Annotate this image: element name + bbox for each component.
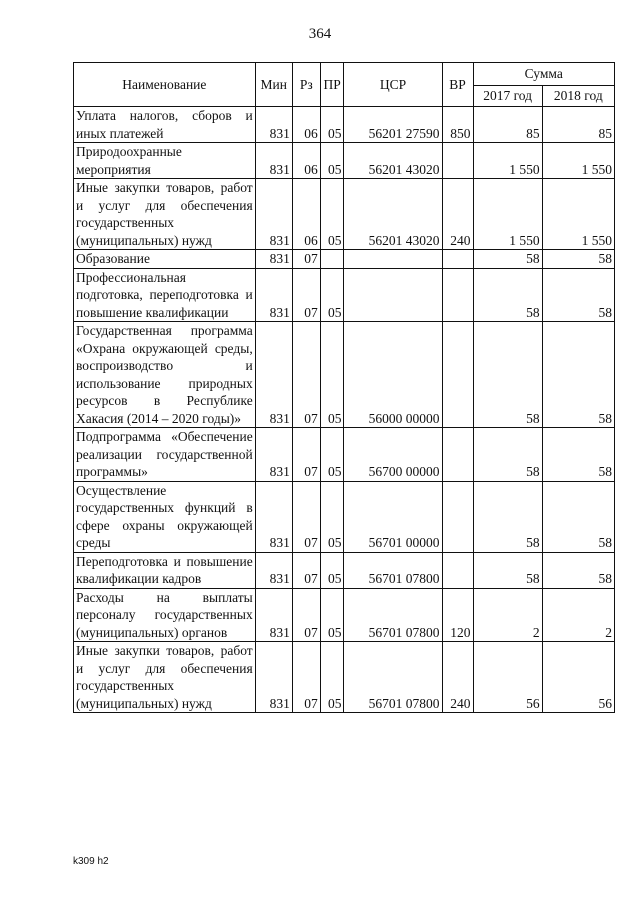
cell-rz: 07 [292, 552, 320, 588]
cell-csr: 56201 27590 [344, 107, 442, 143]
cell-sum-2017: 58 [473, 428, 542, 482]
cell-name: Подпрограмма «Обеспечение реализации государственной программы» [74, 428, 256, 482]
header-rz: Рз [292, 63, 320, 107]
table-row [74, 107, 615, 143]
cell-name: Иные закупки товаров, работ и услуг для обеспечения государственных (муниципальных) нужд [74, 642, 256, 713]
cell-name: Уплата налогов, сборов и иных платежей [74, 107, 256, 143]
cell-pr: 05 [320, 179, 344, 250]
cell-name: Государственная программа «Охрана окружающей среды, воспроизводство и использование природных ресурсов в Республике Хакасия (2014 – 2020 годы)» [74, 322, 256, 428]
cell-pr: 05 [320, 268, 344, 322]
cell-sum-2017: 58 [473, 322, 542, 428]
cell-pr [320, 250, 344, 269]
cell-vr [442, 250, 473, 269]
cell-min: 831 [255, 143, 292, 179]
cell-sum-2017: 1 550 [473, 179, 542, 250]
cell-name: Образование [74, 250, 256, 269]
cell-rz: 07 [292, 481, 320, 552]
cell-sum-2017: 1 550 [473, 143, 542, 179]
budget-table [73, 62, 615, 713]
table-row [74, 143, 615, 179]
cell-sum-2018: 56 [542, 642, 614, 713]
cell-rz: 07 [292, 250, 320, 269]
cell-sum-2017: 58 [473, 552, 542, 588]
cell-pr: 05 [320, 588, 344, 642]
cell-pr: 05 [320, 642, 344, 713]
cell-name: Расходы на выплаты персоналу государственных (муниципальных) органов [74, 588, 256, 642]
cell-min: 831 [255, 588, 292, 642]
cell-sum-2017: 58 [473, 481, 542, 552]
cell-csr: 56000 00000 [344, 322, 442, 428]
cell-csr: 56700 00000 [344, 428, 442, 482]
cell-vr [442, 268, 473, 322]
cell-csr: 56701 07800 [344, 588, 442, 642]
table-row [74, 552, 615, 588]
cell-rz: 07 [292, 642, 320, 713]
cell-min: 831 [255, 322, 292, 428]
header-year-2017: 2017 год [473, 86, 542, 107]
cell-rz: 07 [292, 588, 320, 642]
header-csr: ЦСР [344, 63, 442, 107]
cell-vr [442, 322, 473, 428]
cell-sum-2018: 1 550 [542, 179, 614, 250]
cell-pr: 05 [320, 552, 344, 588]
cell-csr: 56201 43020 [344, 179, 442, 250]
cell-csr: 56701 07800 [344, 642, 442, 713]
table-row [74, 322, 615, 428]
cell-min: 831 [255, 268, 292, 322]
cell-sum-2018: 1 550 [542, 143, 614, 179]
cell-pr: 05 [320, 481, 344, 552]
header-min: Мин [255, 63, 292, 107]
cell-min: 831 [255, 179, 292, 250]
cell-rz: 07 [292, 428, 320, 482]
cell-min: 831 [255, 107, 292, 143]
table-row [74, 588, 615, 642]
cell-sum-2017: 56 [473, 642, 542, 713]
cell-rz: 06 [292, 179, 320, 250]
table-row [74, 268, 615, 322]
cell-min: 831 [255, 428, 292, 482]
cell-vr [442, 143, 473, 179]
cell-sum-2017: 58 [473, 250, 542, 269]
cell-rz: 06 [292, 107, 320, 143]
cell-csr: 56201 43020 [344, 143, 442, 179]
cell-sum-2018: 58 [542, 322, 614, 428]
cell-sum-2018: 58 [542, 250, 614, 269]
cell-rz: 07 [292, 322, 320, 428]
cell-csr: 56701 00000 [344, 481, 442, 552]
cell-sum-2017: 85 [473, 107, 542, 143]
cell-vr [442, 428, 473, 482]
table-row [74, 481, 615, 552]
cell-pr: 05 [320, 107, 344, 143]
cell-vr: 120 [442, 588, 473, 642]
footer-code: k309 h2 [73, 856, 109, 867]
cell-pr: 05 [320, 322, 344, 428]
cell-pr: 05 [320, 143, 344, 179]
cell-csr [344, 268, 442, 322]
cell-csr [344, 250, 442, 269]
cell-vr: 850 [442, 107, 473, 143]
table-row [74, 250, 615, 269]
cell-sum-2017: 2 [473, 588, 542, 642]
cell-sum-2018: 2 [542, 588, 614, 642]
header-sum: Сумма [473, 63, 614, 86]
cell-sum-2018: 58 [542, 481, 614, 552]
cell-min: 831 [255, 250, 292, 269]
cell-vr [442, 552, 473, 588]
cell-name: Профессиональная подготовка, переподготовка и повышение квалификации [74, 268, 256, 322]
header-vr: ВР [442, 63, 473, 107]
cell-sum-2018: 58 [542, 268, 614, 322]
cell-name: Осуществление государственных функций в сфере охраны окружающей среды [74, 481, 256, 552]
cell-min: 831 [255, 642, 292, 713]
header-pr: ПР [320, 63, 344, 107]
cell-vr: 240 [442, 179, 473, 250]
cell-sum-2018: 85 [542, 107, 614, 143]
cell-vr [442, 481, 473, 552]
cell-pr: 05 [320, 428, 344, 482]
cell-csr: 56701 07800 [344, 552, 442, 588]
table-row [74, 428, 615, 482]
page-number: 364 [308, 26, 332, 42]
cell-sum-2017: 58 [473, 268, 542, 322]
cell-name: Природоохранные мероприятия [74, 143, 256, 179]
cell-sum-2018: 58 [542, 428, 614, 482]
table-row [74, 179, 615, 250]
table-body [74, 107, 615, 713]
cell-vr: 240 [442, 642, 473, 713]
cell-name: Иные закупки товаров, работ и услуг для обеспечения государственных (муниципальных) нужд [74, 179, 256, 250]
cell-name: Переподготовка и повышение квалификации кадров [74, 552, 256, 588]
cell-rz: 06 [292, 143, 320, 179]
header-name: Наименование [74, 63, 256, 107]
cell-sum-2018: 58 [542, 552, 614, 588]
cell-rz: 07 [292, 268, 320, 322]
header-year-2018: 2018 год [542, 86, 614, 107]
table-row [74, 642, 615, 713]
cell-min: 831 [255, 552, 292, 588]
cell-min: 831 [255, 481, 292, 552]
